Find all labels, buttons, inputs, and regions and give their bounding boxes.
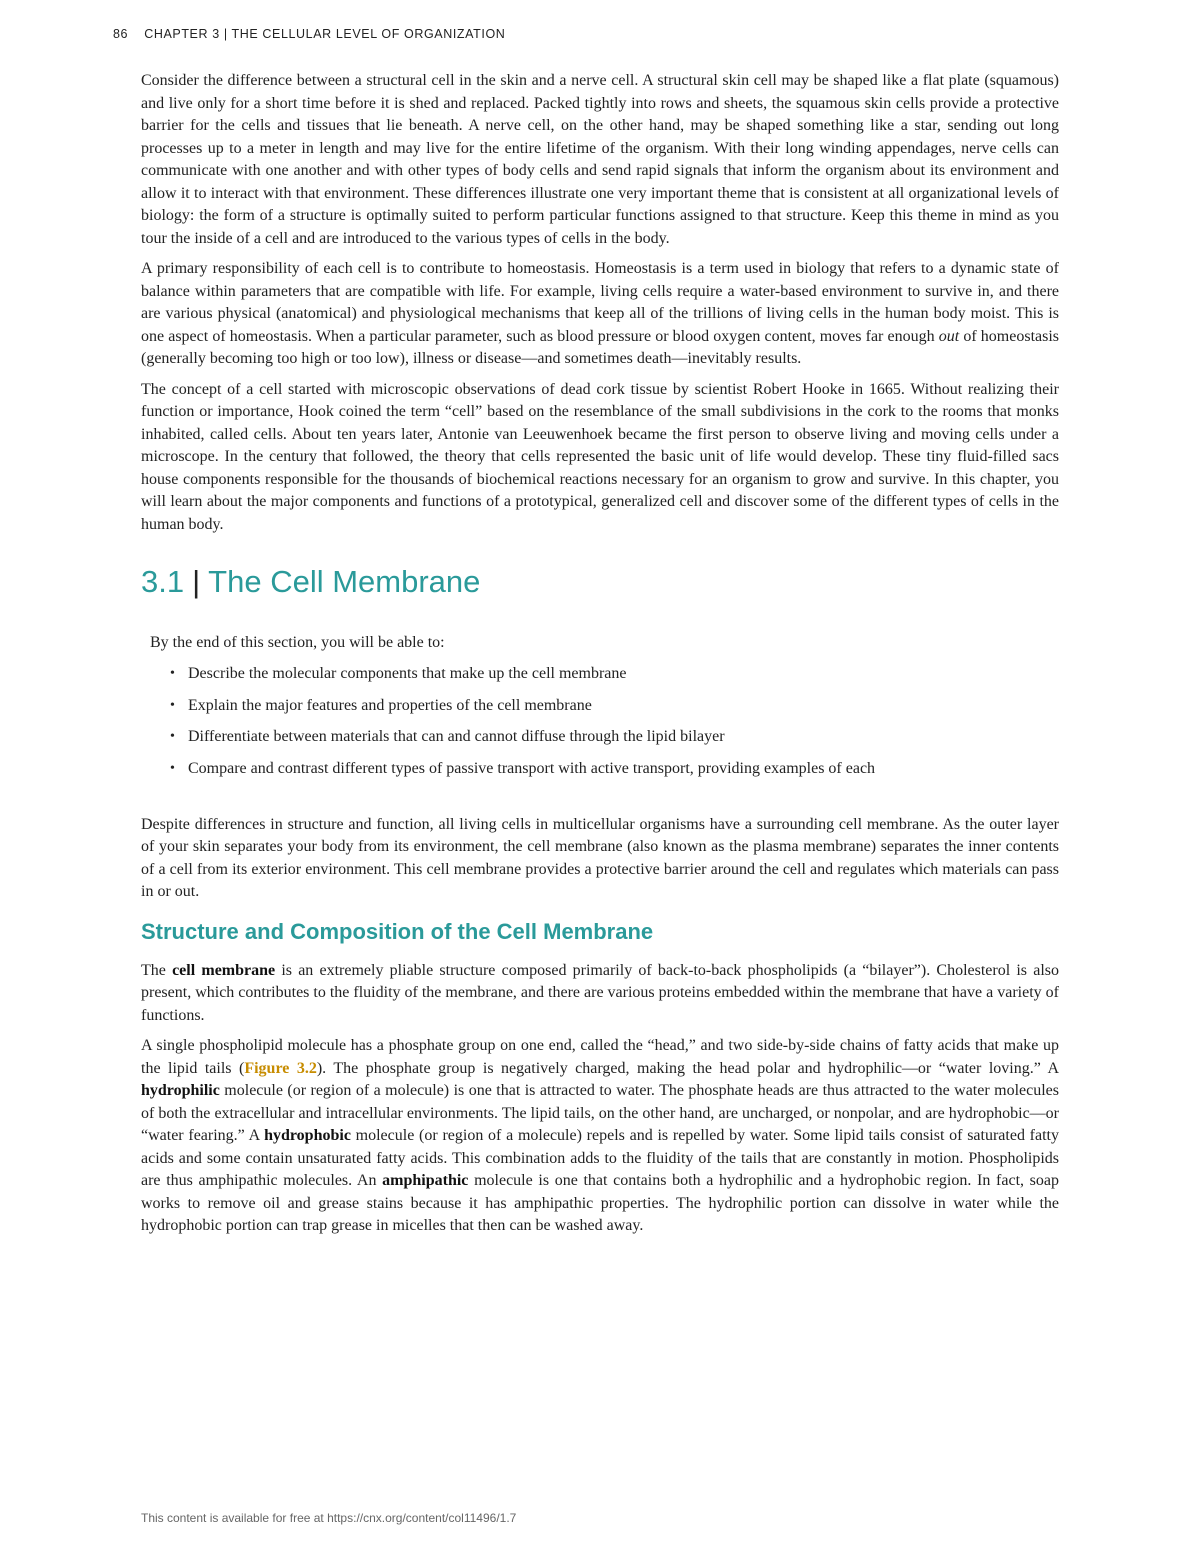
objective-item <box>150 758 1059 780</box>
key-term: hydrophobic <box>264 1127 351 1144</box>
figure-link[interactable]: Figure 3.2 <box>244 1059 317 1077</box>
paragraph-text: molecule is one that contains both a hydrophilic and a hydrophobic region. In fact, soap works to remove oil and grease stains because it has amphipathic properties. The hydrophilic portion can dissolve in water while the hydrophobic portion can trap grease in micelles that then can be washed away. <box>141 1172 1060 1234</box>
page-number: 86 <box>113 27 129 41</box>
bullet-icon: • <box>170 729 175 744</box>
paragraph-text: ). The phosphate group is negatively charged, making the head polar and hydrophilic—or “water loving.” A <box>316 1059 1059 1077</box>
objective-item <box>150 695 1059 717</box>
bullet-icon: • <box>170 697 175 713</box>
section-number: 3.1 <box>141 564 185 599</box>
paragraph-text: is an extremely pliable structure composed primarily of back-to-back phospholipids (a “bilayer”). Cholesterol is also present, which contributes to the fluidity of the membrane, and there are various proteins embedded within the membrane that have a variety of functions. <box>141 961 1060 1024</box>
paragraph-text: molecule (or region of a molecule) repels and is repelled by water. Some lipid tails consist of saturated fatty acids and some contain unsaturated fatty acids. This combination adds to the fluidity of the tails that are constantly in motion. Phospholipids are thus amphipathic molecules. An <box>141 1127 1060 1189</box>
section-heading-text: The Cell Membrane <box>208 564 481 599</box>
chapter-title: CHAPTER 3 | THE CELLULAR LEVEL OF ORGANIZATION <box>144 27 506 41</box>
key-term: hydrophilic <box>141 1082 220 1099</box>
objective-text: Explain the major features and properties of the cell membrane <box>188 696 592 714</box>
objectives-intro: By the end of this section, you will be able to: <box>150 634 445 651</box>
section-intro-paragraph: Despite differences in structure and function, all living cells in multicellular organisms have a surrounding cell membrane. As the outer layer of your skin separates your body from its environment, the cell membrane (also known as the plasma membrane) separates the inner contents of a cell from its exterior environment. This cell membrane provides a protective barrier around the cell and regulates which materials can pass in or out. <box>141 815 1059 900</box>
bullet-icon: • <box>170 666 175 681</box>
section-separator: | <box>192 564 201 599</box>
emphasis-text: out <box>938 327 960 345</box>
objective-text: Compare and contrast different types of passive transport with active transport, providing examples of each <box>188 759 876 777</box>
subsection-title: Structure and Composition of the Cell Membrane <box>141 918 654 944</box>
objective-item <box>150 726 1059 748</box>
paragraph-text: A primary responsibility of each cell is to contribute to homeostasis. Homeostasis is a term used in biology that refers to a dynamic state of balance within parameters that are compatible with life. For example, living cells require a water-based environment to survive in, and there are various physical (anatomical) and physiological mechanisms that keep all of the trillions of living cells in the human body moist. This is one aspect of homeostasis. When a particular parameter, such as blood pressure or blood oxygen content, moves far enough <box>141 260 1059 345</box>
objectives-list <box>150 663 1059 780</box>
paragraph-text: of homeostasis (generally becoming too high or too low), illness or disease—and sometimes death—inevitably results. <box>141 327 1060 367</box>
cell-history-paragraph: The concept of a cell started with microscopic observations of dead cork tissue by scientist Robert Hooke in 1665. Without realizing their function or importance, Hook coined the term “cell” based on the resemblance of the small subdivisions in the cork to the rooms that monks inhabited, called cells. About ten years later, Antonie van Leeuwenhoek became the first person to observe living and moving cells under a microscope. In the century that followed, the theory that cells represented the basic unit of life would develop. These tiny fluid-filled sacs house components responsible for the thousands of biochemical reactions necessary for an organism to grow and survive. In this chapter, you will learn about the major components and functions of a prototypical, generalized cell and discover some of the different types of cells in the human body. <box>141 380 1059 533</box>
objective-item <box>150 663 1059 685</box>
phospholipid-paragraph <box>141 1035 1059 1238</box>
page-footer: This content is available for free at https://cnx.org/content/col11496/1.7 <box>141 1511 517 1525</box>
paragraph-text: molecule (or region of a molecule) is one that is attracted to water. The phosphate heads are thus attracted to the water molecules of both the extracellular and intracellular environments. The lipid tails, on the other hand, are uncharged, or nonpolar, and are hydrophobic—or “water fearing.” A <box>141 1082 1059 1144</box>
paragraph-text: The <box>141 961 173 979</box>
learning-objectives <box>141 632 1059 780</box>
homeostasis-paragraph <box>141 258 1059 371</box>
objective-text: Differentiate between materials that can and cannot diffuse through the lipid bilayer <box>188 728 725 745</box>
bullet-icon: • <box>170 760 175 776</box>
key-term: cell membrane <box>172 961 276 979</box>
running-header <box>113 27 505 41</box>
section-title <box>141 562 1059 632</box>
key-term: amphipathic <box>382 1172 469 1189</box>
paragraph-text: A single phospholipid molecule has a phosphate group on one end, called the “head,” and two side-by-side chains of fatty acids that make up the lipid tails ( <box>141 1037 1059 1077</box>
cell-membrane-paragraph <box>141 960 1059 1028</box>
objective-text: Describe the molecular components that make up the cell membrane <box>188 665 627 682</box>
intro-paragraph: Consider the difference between a structural cell in the skin and a nerve cell. A structural skin cell may be shaped like a flat plate (squamous) and live only for a short time before it is shed and replaced. Packed tightly into rows and sheets, the squamous skin cells provide a protective barrier for the cells and tissues that lie beneath. A nerve cell, on the other hand, may be shaped something like a star, sending out long processes up to a meter in length and may live for the entire lifetime of the organism. With their long winding appendages, nerve cells can communicate with one another and with other types of body cells and send rapid signals that inform the organism about its environment and allow it to interact with that environment. These differences illustrate one very important theme that is consistent at all organizational levels of biology: the form of a structure is optimally suited to perform particular functions assigned to that structure. Keep this theme in mind as you tour the inside of a cell and are introduced to the various types of cells in the body. <box>141 72 1059 247</box>
page-content <box>141 70 1059 1246</box>
